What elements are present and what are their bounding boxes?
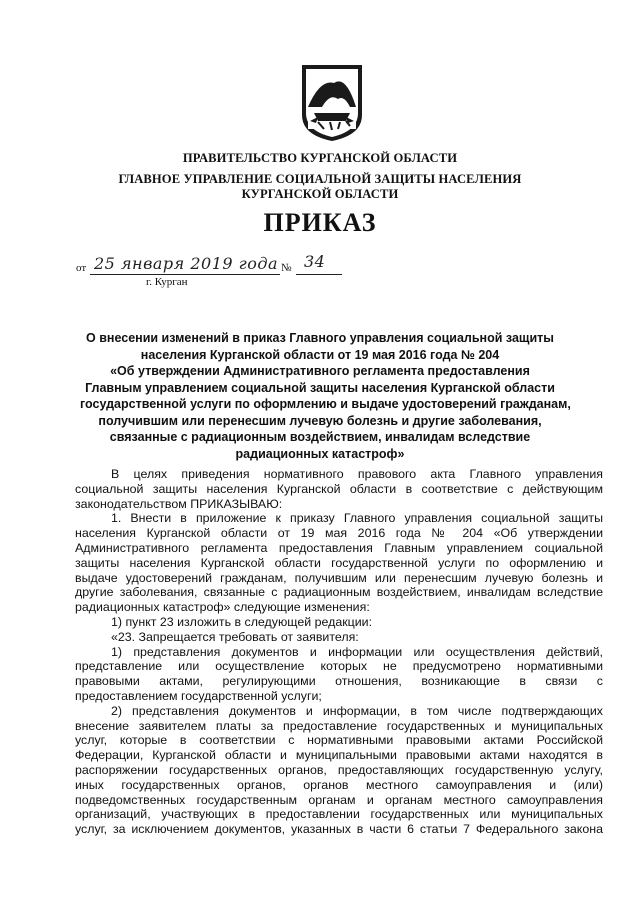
title-line: населения Курганской области от 19 мая 2016 года № 204	[140, 347, 500, 362]
body-line: выдаче удостоверений гражданам, получившим или перенесшим лучевую болезнь и	[75, 570, 603, 585]
city-label: г. Курган	[146, 276, 188, 288]
body-line: населения Курганской области от 19 мая 2016 года № 204 «Об утверждении	[75, 526, 603, 541]
body-line: другие заболевания, связанные с радиационным воздействием, инвалидам вследствие	[75, 585, 603, 600]
organization-department-line2: КУРГАНСКОЙ ОБЛАСТИ	[241, 187, 399, 201]
title-line: радиационных катастроф»	[235, 446, 405, 461]
number-underline	[296, 274, 342, 275]
body-line: представление или осуществление которых не предусмотрено нормативными	[75, 659, 603, 674]
body-line: «23. Запрещается требовать от заявителя:	[111, 629, 359, 644]
body-line: защиты населения Курганской области государственной услуги по оформлению и	[75, 555, 603, 570]
body-line: предоставлением государственной услуги;	[75, 688, 322, 703]
document-type-heading: ПРИКАЗ	[263, 208, 377, 237]
body-line: правовыми актами, регулирующими отношения, возникающие в связи с	[75, 674, 603, 689]
body-line: 1) пункт 23 изложить в следующей редакции:	[111, 614, 373, 629]
body-line: Федерации, Курганской области и муниципальными правовыми актами находятся в	[75, 748, 603, 763]
body-line: радиационных катастроф» следующие изменения:	[75, 600, 370, 615]
organization-department-line1: ГЛАВНОЕ УПРАВЛЕНИЕ СОЦИАЛЬНОЙ ЗАЩИТЫ НАСЕЛЕНИЯ	[118, 172, 522, 186]
body-line: внесение заявителем платы за предоставление государственных и муниципальных	[75, 718, 603, 733]
order-title	[80, 330, 571, 462]
date-underline	[90, 274, 280, 275]
title-line: связанные с радиационным воздействием, инвалидам вследствие	[109, 430, 531, 444]
number-sign: №	[281, 262, 292, 274]
handwritten-date: 25 января 2019 года	[94, 254, 279, 273]
body-line: В целях приведения нормативного правового акта Главного управления	[111, 467, 603, 481]
body-line: социальной защиты населения Курганской области в соответствие с действующим	[75, 481, 603, 496]
date-prefix: от	[76, 262, 87, 274]
body-line: подведомственных государственным органам и органам местного самоуправления	[75, 792, 603, 807]
body-line: Административного регламента предоставления Главным управлением социальной	[75, 540, 603, 555]
title-line: О внесении изменений в приказ Главного управления социальной защиты	[86, 331, 554, 345]
title-line: государственной услуги по оформлению и выдаче удостоверений гражданам,	[80, 397, 571, 411]
body-line: 1. Внести в приложение к приказу Главного управления социальной защиты	[111, 511, 603, 526]
coat-of-arms-emblem	[300, 63, 364, 143]
body-line: распоряжении государственных органов, предоставляющих государственную услугу,	[75, 762, 603, 777]
body-line: организаций, участвующих в предоставлении государственных или муниципальных	[75, 807, 603, 822]
body-line: услуг, за исключением документов, указанных в части 6 статьи 7 Федерального закона	[75, 822, 603, 837]
handwritten-order-number: 34	[304, 252, 326, 271]
order-dateline	[76, 250, 376, 284]
body-line: 1) представления документов и информации или осуществления действий,	[111, 644, 603, 659]
title-line: Главным управлением социальной защиты населения Курганской области	[85, 380, 555, 395]
body-line: иных государственных органов, органов местного самоуправления и (или)	[75, 777, 603, 792]
body-line: услуг, которые в соответствии с нормативными правовыми актами Российской	[75, 733, 603, 748]
title-line: «Об утверждении Административного регламента предоставления	[110, 364, 530, 378]
body-line: законодательством ПРИКАЗЫВАЮ:	[75, 496, 283, 511]
organization-government: ПРАВИТЕЛЬСТВО КУРГАНСКОЙ ОБЛАСТИ	[182, 151, 458, 165]
body-line: 2) представления документов и информации, в том числе подтверждающих	[111, 703, 603, 718]
title-line: получившим или перенесшим лучевую болезнь и другие заболевания,	[98, 413, 542, 428]
order-body	[75, 467, 603, 837]
